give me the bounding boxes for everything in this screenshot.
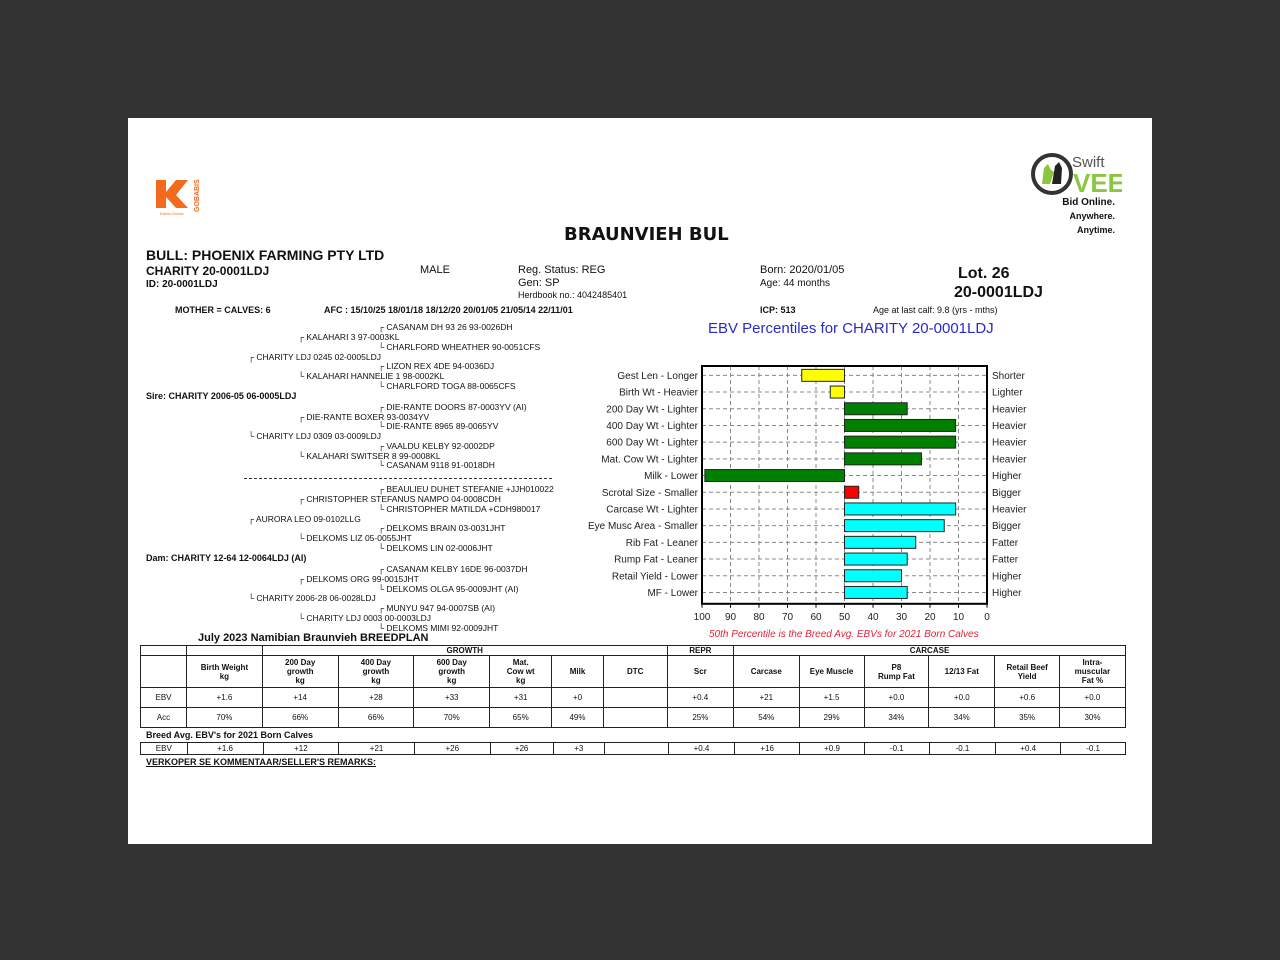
- pedigree-entry: ┌ CHRISTOPHER STEFANUS NAMPO 04-0008CDH: [298, 494, 501, 504]
- bar-scrotal-size-smaller: [845, 486, 859, 498]
- ebv-cell: +0.0: [929, 688, 995, 708]
- svg-text:Anywhere.: Anywhere.: [1069, 211, 1115, 221]
- category-label: Rib Fat - Leaner: [625, 537, 698, 549]
- pedigree-entry: ┌ VAALDU KELBY 92-0002DP: [378, 441, 495, 451]
- bar-600-day-wt-lighter: [845, 436, 956, 448]
- breed-avg-cell: +3: [553, 743, 605, 755]
- pedigree-entry: ┌ DIE-RANTE DOORS 87-0003YV (AI): [378, 402, 527, 412]
- category-label: 400 Day Wt - Lighter: [606, 420, 698, 432]
- acc-cell: 34%: [864, 708, 929, 728]
- x-tick-label: 30: [895, 611, 908, 623]
- pedigree-entry: ┌ DELKOMS ORG 99-0015JHT: [298, 574, 419, 584]
- category-label: Eye Musc Area - Smaller: [587, 521, 698, 533]
- ebv-cell: +0.0: [864, 688, 929, 708]
- bar-rib-fat-leaner: [845, 536, 916, 548]
- bar-milk-lower: [705, 470, 845, 482]
- column-header: Carcase: [734, 656, 800, 688]
- pedigree-entry: ┌ DIE-RANTE BOXER 93-0034YV: [298, 412, 430, 422]
- ebv-row: [141, 688, 1126, 708]
- breed-avg-cell: +0.4: [996, 743, 1061, 755]
- x-tick-label: 60: [810, 611, 822, 623]
- bar-eye-musc-area-smaller: [845, 520, 945, 532]
- breed-avg-table: [140, 742, 1126, 755]
- category-label: Scrotal Size - Smaller: [601, 487, 698, 499]
- x-tick-label: 40: [867, 611, 879, 623]
- acc-cell: 35%: [995, 708, 1060, 728]
- pedigree-entry: └ DELKOMS OLGA 95-0009JHT (AI): [378, 584, 519, 594]
- ebv-table: [140, 645, 1126, 728]
- group-carcase: CARCASE: [734, 646, 1126, 656]
- ebv-cell: +0.6: [995, 688, 1060, 708]
- breed-avg-cell: +0.9: [800, 743, 865, 755]
- gen: Gen: SP: [518, 277, 560, 289]
- svg-text:Karoo-Ochse: Karoo-Ochse: [160, 211, 184, 216]
- seller-remarks-label: VERKOPER SE KOMMENTAAR/SELLER'S REMARKS:: [146, 757, 376, 767]
- acc-cell: 54%: [734, 708, 800, 728]
- chart-title: EBV Percentiles for CHARITY 20-0001LDJ: [708, 320, 994, 337]
- right-label: Bigger: [992, 487, 1021, 499]
- svg-text:VEE: VEE: [1073, 168, 1122, 198]
- breed-avg-caption: Breed Avg. EBV's for 2021 Born Calves: [146, 730, 314, 740]
- swiftvee-logo: [1030, 150, 1122, 240]
- sale-catalogue-page: [128, 118, 1152, 844]
- acc-cell: 29%: [799, 708, 864, 728]
- breed-avg-cell: -0.1: [929, 743, 996, 755]
- acc-cell: 25%: [667, 708, 733, 728]
- pedigree-entry: └ CHARITY LDJ 0003 00-0003LDJ: [298, 613, 431, 623]
- right-label: Heavier: [992, 420, 1027, 432]
- ebv-cell: +1.5: [799, 688, 864, 708]
- right-label: Fatter: [992, 554, 1019, 566]
- breed-avg-row: [141, 743, 1126, 755]
- pedigree-entry: ┌ DELKOMS BRAIN 03-0031JHT: [378, 523, 506, 533]
- acc-cell: 65%: [490, 708, 552, 728]
- right-label: Shorter: [992, 370, 1025, 382]
- category-label: Carcase Wt - Lighter: [606, 504, 698, 516]
- category-label: 600 Day Wt - Lighter: [606, 437, 698, 449]
- age: Age: 44 months: [760, 278, 831, 289]
- column-header: Eye Muscle: [799, 656, 864, 688]
- column-header: Retail Beef Yield: [995, 656, 1060, 688]
- right-label: Heavier: [992, 504, 1027, 516]
- bar-retail-yield-lower: [845, 570, 902, 582]
- right-label: Heavier: [992, 454, 1027, 466]
- pedigree-entry: └ DELKOMS MIMI 92-0009JHT: [378, 623, 499, 633]
- x-tick-label: 90: [724, 611, 737, 623]
- lot-number: Lot. 26: [958, 265, 1010, 282]
- category-label: Mat. Cow Wt - Lighter: [601, 454, 698, 466]
- breed-avg-cell: +16: [735, 743, 800, 755]
- mother-calves: MOTHER = CALVES: 6: [175, 305, 271, 315]
- bull-owner: BULL: PHOENIX FARMING PTY LTD: [146, 247, 385, 263]
- column-header-row: [141, 656, 1126, 688]
- ebv-percentile-chart: [568, 358, 1048, 648]
- row-label: Acc: [141, 708, 187, 728]
- acc-row: [141, 708, 1126, 728]
- breed-avg-cell: +21: [339, 743, 415, 755]
- reg-status: Reg. Status: REG: [518, 264, 606, 276]
- bar-mf-lower: [845, 586, 908, 598]
- category-label: Rump Fat - Leaner: [614, 554, 698, 566]
- category-label: 200 Day Wt - Lighter: [606, 404, 698, 416]
- x-tick-label: 100: [693, 611, 711, 623]
- svg-text:Swift: Swift: [1072, 154, 1105, 171]
- pedigree-entry: └ CHRISTOPHER MATILDA +CDH980017: [378, 504, 541, 514]
- group-growth: GROWTH: [262, 646, 667, 656]
- ebv-cell: +14: [262, 688, 338, 708]
- right-label: Bigger: [992, 521, 1021, 533]
- pedigree-entry: ┌ CASANAM DH 93 26 93-0026DH: [378, 322, 513, 332]
- sex: MALE: [420, 264, 450, 276]
- svg-text:Bid Online.: Bid Online.: [1062, 197, 1115, 208]
- bar-gest-len-longer: [802, 369, 845, 381]
- bar-200-day-wt-lighter: [845, 403, 908, 415]
- pedigree-entry: └ DELKOMS LIN 02-0006JHT: [378, 543, 493, 553]
- ebv-cell: +31: [490, 688, 552, 708]
- column-header: 12/13 Fat: [929, 656, 995, 688]
- column-header: Intra- muscular Fat %: [1059, 656, 1125, 688]
- column-header: Birth Weight kg: [187, 656, 263, 688]
- pedigree-entry: ┌ BEAULIEU DUHET STEFANIE +JJH010022: [378, 484, 554, 494]
- pedigree-entry: └ CHARLFORD WHEATHER 90-0051CFS: [378, 342, 541, 352]
- breed-avg-cell: +12: [263, 743, 339, 755]
- x-tick-label: 10: [952, 611, 965, 623]
- right-label: Heavier: [992, 437, 1027, 449]
- acc-cell: 70%: [414, 708, 490, 728]
- pedigree-entry: └ CHARLFORD TOGA 88-0065CFS: [378, 381, 516, 391]
- breed-avg-cell: +26: [414, 743, 490, 755]
- born-date: Born: 2020/01/05: [760, 264, 845, 276]
- animal-id: ID: 20-0001LDJ: [146, 279, 218, 290]
- pedigree-entry: └ CASANAM 9118 91-0018DH: [378, 460, 495, 470]
- pedigree-entry: └ CHARITY 2006-28 06-0028LDJ: [248, 593, 376, 603]
- right-label: Fatter: [992, 537, 1019, 549]
- row-label: EBV: [141, 743, 188, 755]
- dam-name: Dam: CHARITY 12-64 12-0064LDJ (AI): [146, 553, 307, 563]
- pedigree-entry: ┌ CHARITY LDJ 0245 02-0005LDJ: [248, 352, 381, 362]
- breed-avg-cell: +0.4: [668, 743, 735, 755]
- acc-cell: 66%: [338, 708, 414, 728]
- ebv-cell: +0.4: [667, 688, 733, 708]
- bar-carcase-wt-lighter: [845, 503, 956, 515]
- column-header: P8 Rump Fat: [864, 656, 929, 688]
- breed-avg-cell: [605, 743, 669, 755]
- pedigree-entry: └ DELKOMS LIZ 05-0055JHT: [298, 533, 412, 543]
- svg-text:Anytime.: Anytime.: [1076, 225, 1115, 235]
- pedigree-divider: [244, 478, 552, 479]
- column-header: DTC: [603, 656, 667, 688]
- ebv-cell: +0.0: [1059, 688, 1125, 708]
- animal-name: CHARITY 20-0001LDJ: [146, 264, 270, 278]
- bar-400-day-wt-lighter: [845, 419, 956, 431]
- acc-cell: 66%: [262, 708, 338, 728]
- column-header: 400 Day growth kg: [338, 656, 414, 688]
- pedigree-entry: └ KALAHARI SWITSER 8 99-0008KL: [298, 451, 441, 461]
- bar-birth-wt-heavier: [830, 386, 844, 398]
- x-tick-label: 20: [924, 611, 936, 623]
- column-header: Scr: [667, 656, 733, 688]
- gobabis-logo: [154, 178, 204, 218]
- breed-avg-cell: -0.1: [864, 743, 929, 755]
- right-label: Heavier: [992, 404, 1027, 416]
- pedigree-entry: ┌ CASANAM KELBY 16DE 96-0037DH: [378, 564, 528, 574]
- ebv-cell: [603, 688, 667, 708]
- row-label: EBV: [141, 688, 187, 708]
- category-label: Milk - Lower: [644, 471, 698, 483]
- acc-cell: 70%: [187, 708, 263, 728]
- x-tick-label: 70: [781, 611, 794, 623]
- group-repr: REPR: [667, 646, 733, 656]
- group-header-row: [141, 646, 1126, 656]
- sire-name: Sire: CHARITY 2006-05 06-0005LDJ: [146, 391, 297, 401]
- icp: ICP: 513: [760, 305, 796, 315]
- pedigree-entry: └ CHARITY LDJ 0309 03-0009LDJ: [248, 431, 381, 441]
- right-label: Higher: [992, 471, 1022, 483]
- acc-cell: 34%: [929, 708, 995, 728]
- acc-cell: 30%: [1059, 708, 1125, 728]
- category-label: Birth Wt - Heavier: [619, 387, 698, 399]
- breed-avg-cell: +26: [490, 743, 553, 755]
- pedigree-entry: ┌ MUNYU 947 94-0007SB (AI): [378, 603, 496, 613]
- document-title: BRAUNVIEH BUL: [564, 224, 729, 245]
- category-label: Retail Yield - Lower: [611, 571, 698, 583]
- right-label: Lighter: [992, 387, 1023, 399]
- acc-cell: 49%: [552, 708, 603, 728]
- ebv-cell: +0: [552, 688, 603, 708]
- pedigree-entry: └ KALAHARI HANNELIE 1 98-0002KL: [298, 371, 445, 381]
- lot-animal-id: 20-0001LDJ: [954, 284, 1043, 301]
- afc-dates: AFC : 15/10/25 18/01/18 18/12/20 20/01/05 21/05/14 22/11/01: [324, 305, 573, 315]
- bar-mat-cow-wt-lighter: [845, 453, 922, 465]
- x-tick-label: 0: [984, 611, 990, 623]
- herdbook-no: Herdbook no.: 4042485401: [518, 290, 628, 300]
- k-logo-icon: [154, 178, 204, 218]
- right-label: Higher: [992, 571, 1022, 583]
- column-header: Milk: [552, 656, 603, 688]
- svg-text:GOBABIS: GOBABIS: [194, 179, 201, 212]
- category-label: MF - Lower: [647, 587, 698, 599]
- pedigree-entry: └ DIE-RANTE 8965 89-0065YV: [378, 421, 499, 431]
- chart-note: 50th Percentile is the Breed Avg. EBVs for 2021 Born Calves: [709, 629, 979, 640]
- ebv-cell: +28: [338, 688, 414, 708]
- breed-avg-cell: -0.1: [1061, 743, 1126, 755]
- breed-avg-cell: +1.6: [187, 743, 263, 755]
- ebv-cell: +21: [734, 688, 800, 708]
- column-header: Mat. Cow wt kg: [490, 656, 552, 688]
- bar-rump-fat-leaner: [845, 553, 908, 565]
- right-label: Higher: [992, 587, 1022, 599]
- column-header: 600 Day growth kg: [414, 656, 490, 688]
- x-tick-label: 80: [753, 611, 765, 623]
- ebv-cell: +1.6: [187, 688, 263, 708]
- pedigree-entry: ┌ LIZON REX 4DE 94-0036DJ: [378, 361, 495, 371]
- x-tick-label: 50: [838, 611, 851, 623]
- column-header: 200 Day growth kg: [262, 656, 338, 688]
- acc-cell: [603, 708, 667, 728]
- ebv-cell: +33: [414, 688, 490, 708]
- pedigree-entry: ┌ AURORA LEO 09-0102LLG: [248, 514, 361, 524]
- pedigree-entry: ┌ KALAHARI 3 97-0003KL: [298, 332, 400, 342]
- age-last-calf: Age at last calf: 9.8 (yrs - mths): [873, 305, 998, 315]
- breedplan-caption: July 2023 Namibian Braunvieh BREEDPLAN: [198, 632, 429, 644]
- category-label: Gest Len - Longer: [617, 370, 698, 382]
